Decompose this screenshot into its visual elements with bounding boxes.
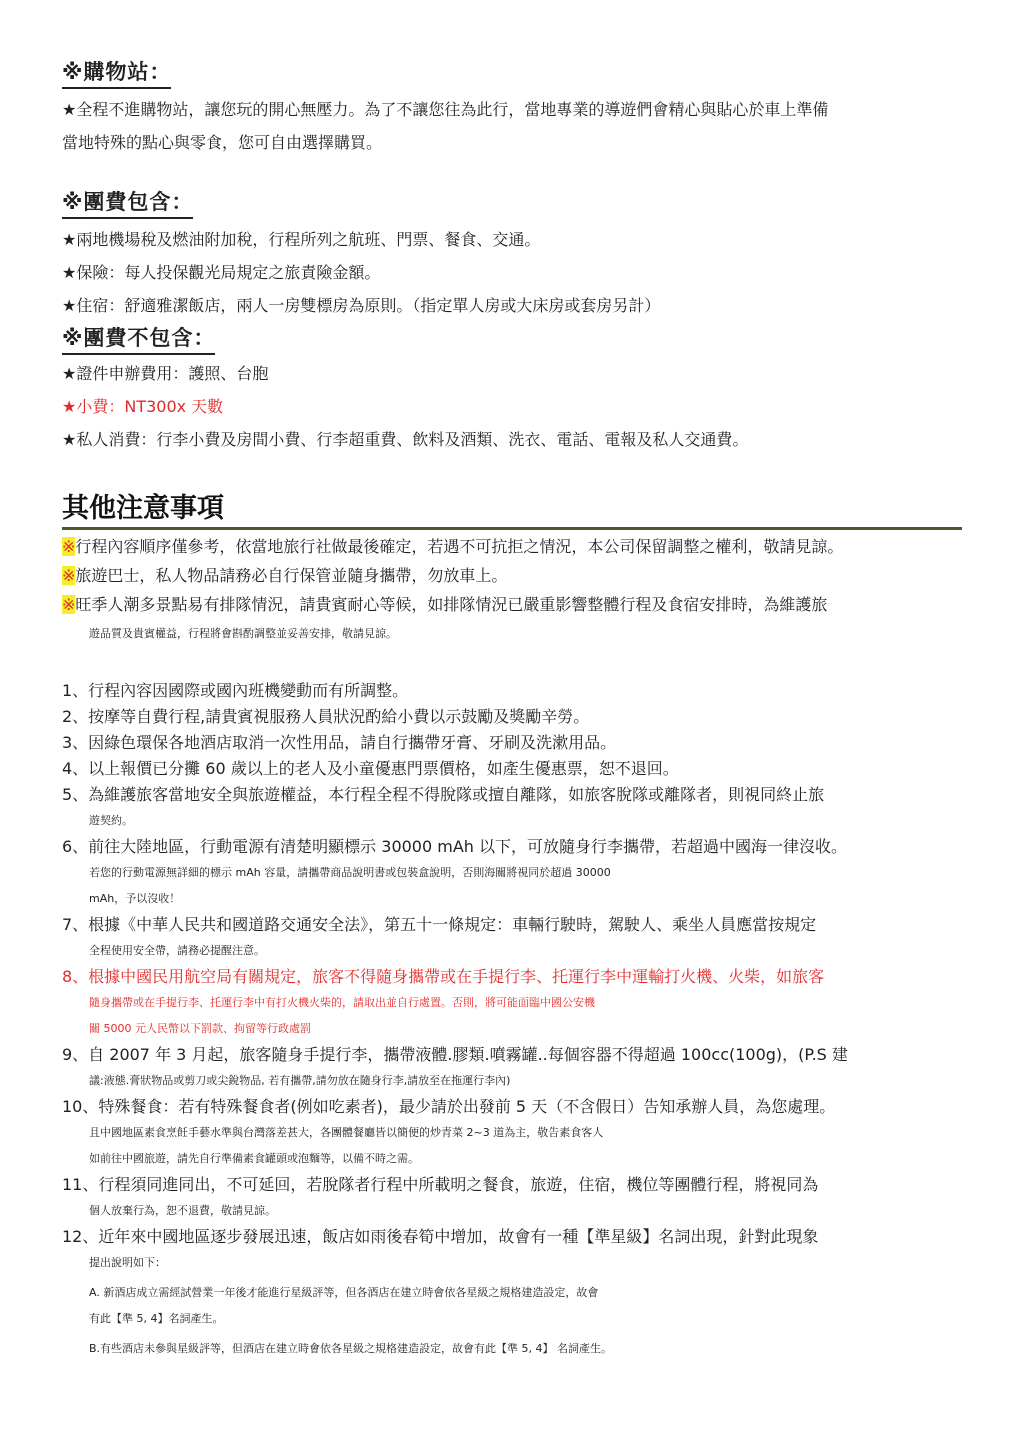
list-item-warning-cont: 隨身攜帶或在手提行李、托運行李中有打火機火柴的，請取出並自行處置。否則，將可能面臨中國公安機 (89, 996, 595, 1009)
shopping-line-2: 當地特殊的點心與零食，您可自由選擇購買。 (62, 133, 383, 152)
list-subitem-a: A. 新酒店成立需經試營業一年後才能進行星級評等，但各酒店在建立時會依各星級之規格建造設定，故會 (89, 1286, 599, 1299)
section-title-shopping: ※購物站： (62, 56, 171, 89)
included-item: ★住宿：舒適雅潔飯店，兩人一房雙標房為原則。（指定單人房或大床房或套房另計） (62, 296, 661, 315)
list-item-cont: 個人放棄行為，恕不退費，敬請見諒。 (89, 1204, 276, 1217)
list-item: 10、特殊餐食：若有特殊餐食者(例如吃素者)，最少請於出發前 5 天（不含假日）告知承辦人員，為您處理。 (62, 1097, 836, 1116)
notice-item-cont: 遊品質及貴賓權益，行程將會斟酌調整並妥善安排，敬請見諒。 (89, 627, 397, 640)
excluded-item-tip: ★小費：NT300x 天數 (62, 397, 224, 416)
section-included (62, 186, 967, 322)
section-notes (62, 486, 967, 1362)
included-item: ★兩地機場稅及燃油附加稅，行程所列之航班、門票、餐食、交通。 (62, 230, 541, 249)
list-item-cont: mAh，予以沒收！ (89, 892, 181, 905)
notice-mark: ※ (62, 595, 76, 614)
list-item-cont: 如前往中國旅遊，請先自行準備素食罐頭或泡麵等，以備不時之需。 (89, 1152, 419, 1165)
section-title-included: ※團費包含： (62, 186, 193, 219)
notice-item: ※旅遊巴士，私人物品請務必自行保管並隨身攜帶，勿放車上。 (62, 566, 508, 585)
list-item-warning-cont: 關 5000 元人民幣以下罰款、拘留等行政處罰 (89, 1022, 311, 1035)
list-item: 4、以上報價已分攤 60 歲以上的老人及小童優惠門票價格，如產生優惠票，恕不退回。 (62, 759, 679, 778)
section-title-excluded: ※團費不包含： (62, 322, 215, 355)
list-subitem-b: B.有些酒店未參與星級評等，但酒店在建立時會依各星級之規格建造設定，故會有此【準 5, 4】 名詞產生。 (89, 1342, 613, 1355)
notice-mark: ※ (62, 537, 76, 556)
list-item: 3、因綠色環保各地酒店取消一次性用品，請自行攜帶牙膏、牙刷及洗漱用品。 (62, 733, 617, 752)
list-subitem-a-cont: 有此【準 5, 4】名詞產生。 (89, 1312, 224, 1325)
notes-title: 其他注意事項 (62, 486, 962, 530)
section-excluded (62, 322, 967, 456)
list-item: 7、根據《中華人民共和國道路交通安全法》，第五十一條規定：車輛行駛時，駕駛人、乘坐人員應當按規定 (62, 915, 817, 934)
excluded-item: ★證件申辦費用：護照、台胞 (62, 364, 269, 383)
list-item: 11、行程須同進同出，不可延回，若脫隊者行程中所載明之餐食，旅遊，住宿，機位等團體行程，將視同為 (62, 1175, 819, 1194)
list-item: 9、自 2007 年 3 月起，旅客隨身手提行李，攜帶液體.膠類.噴霧罐..每個容器不得超過 100cc(100g)，(P.S 建 (62, 1045, 848, 1064)
document-page (62, 56, 967, 1362)
list-item-warning: 8、根據中國民用航空局有關規定，旅客不得隨身攜帶或在手提行李、托運行李中運輸打火機、火柴，如旅客 (62, 967, 825, 986)
list-item: 12、近年來中國地區逐步發展迅速，飯店如雨後春筍中增加，故會有一種【準星級】名詞出現，針對此現象 (62, 1227, 819, 1246)
list-item-cont: 且中國地區素食烹飪手藝水準與台灣落差甚大，各團體餐廳皆以簡便的炒青菜 2~3 道為主，敬告素食客人 (89, 1126, 604, 1139)
list-item-cont: 提出說明如下： (89, 1256, 166, 1269)
list-item: 6、前往大陸地區，行動電源有清楚明顯標示 30000 mAh 以下，可放隨身行李攜帶，若超過中國海一律沒收。 (62, 837, 848, 856)
list-item: 5、為維護旅客當地安全與旅遊權益，本行程全程不得脫隊或擅自離隊，如旅客脫隊或離隊者，則視同終止旅 (62, 785, 825, 804)
excluded-item: ★私人消費：行李小費及房間小費、行李超重費、飲料及酒類、洗衣、電話、電報及私人交通費。 (62, 430, 749, 449)
included-item: ★保險：每人投保觀光局規定之旅責險金額。 (62, 263, 381, 282)
notice-item: ※旺季人潮多景點易有排隊情況，請貴賓耐心等候，如排隊情況已嚴重影響整體行程及食宿安排時，為維護旅 (62, 595, 828, 614)
list-item: 2、按摩等自費行程,請貴賓視服務人員狀況酌給小費以示鼓勵及獎勵辛勞。 (62, 707, 590, 726)
list-item-cont: 遊契約。 (89, 814, 133, 827)
shopping-line-1: ★全程不進購物站，讓您玩的開心無壓力。為了不讓您往為此行，當地專業的導遊們會精心與貼心於車上準備 (62, 100, 829, 119)
notice-mark: ※ (62, 566, 76, 585)
list-item-cont: 全程使用安全帶，請務必提醒注意。 (89, 944, 265, 957)
section-shopping (62, 56, 967, 159)
notice-item: ※行程內容順序僅參考，依當地旅行社做最後確定，若遇不可抗拒之情況，本公司保留調整之權利，敬請見諒。 (62, 537, 844, 556)
list-item-cont: 議:液態.膏狀物品或剪刀或尖銳物品, 若有攜帶,請勿放在隨身行李,請放至在拖運行李內) (89, 1074, 511, 1087)
numbered-list (62, 678, 967, 1362)
list-item-cont: 若您的行動電源無詳細的標示 mAh 容量，請攜帶商品說明書或包裝盒說明，否則海關將視同於超過 30000 (89, 866, 611, 879)
list-item: 1、行程內容因國際或國內班機變動而有所調整。 (62, 681, 409, 700)
